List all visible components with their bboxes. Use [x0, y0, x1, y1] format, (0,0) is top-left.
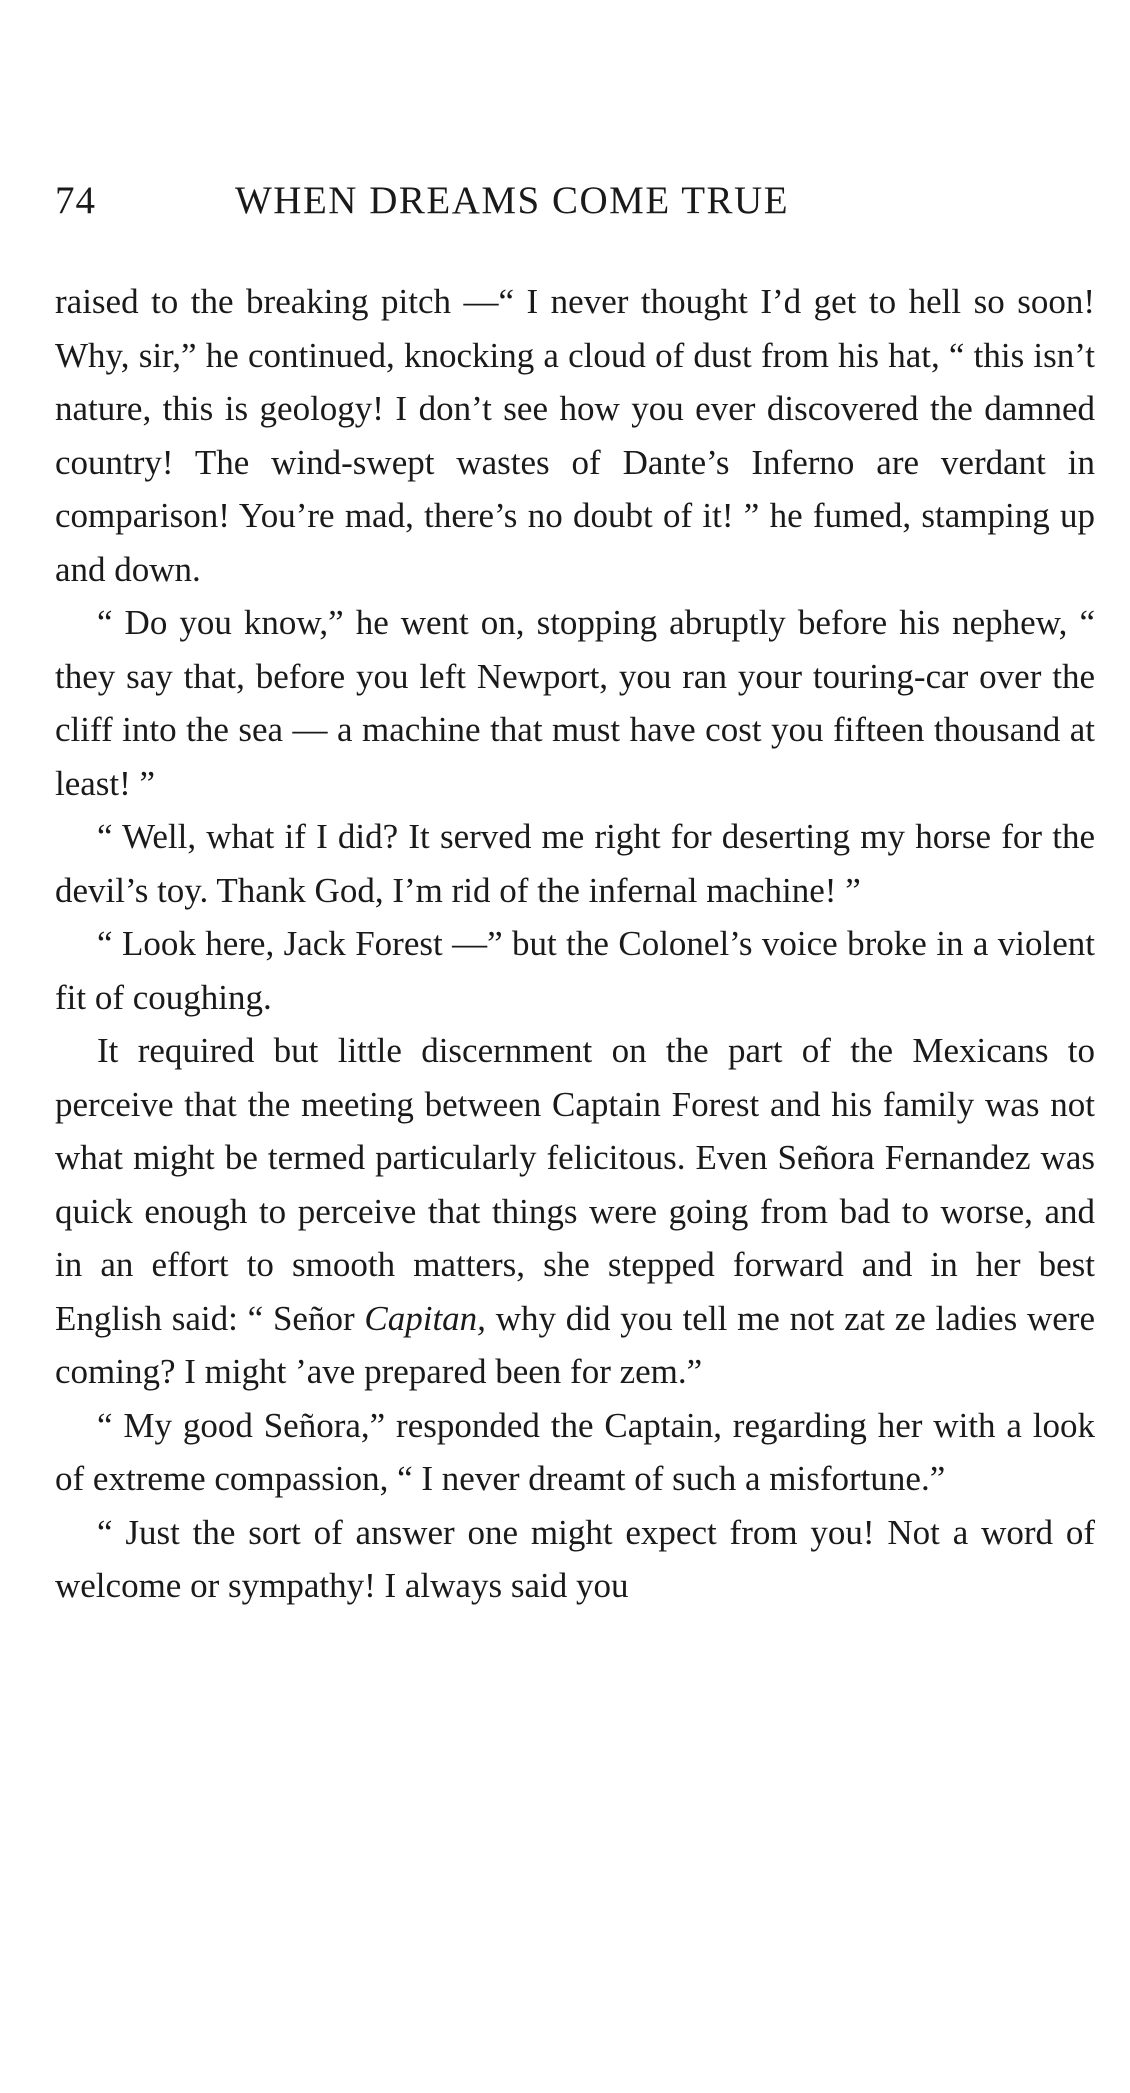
body-text	[55, 275, 1095, 1613]
paragraph: “ Look here, Jack Forest —” but the Colonel’s voice broke in a violent fit of coughing.	[55, 924, 1095, 1017]
italic-word: Capitan,	[364, 1298, 486, 1338]
page-number: 74	[55, 179, 96, 222]
paragraph: raised to the breaking pitch —“ I never thought I’d get to hell so soon! Why, sir,” he continued, knocking a cloud of dust from his hat, “ this isn’t nature, this is geology! I don’t see how you ever discovered the damned country! The wind-swept wastes of Dante’s Inferno are verdant in comparison! You’re mad, there’s no doubt of it! ” he fumed, stamping up and down.	[55, 282, 1095, 589]
paragraph: “ My good Señora,” responded the Captain, regarding her with a look of extreme compassion, “ I never dreamt of such a misfortune.”	[55, 1405, 1095, 1498]
paragraph-text: It required but little discernment on the part of the Mexicans to perceive that the meeting between Captain Forest and his family was not what might be termed particularly felicitous. Even Señora Fernandez was quick enough to perceive that things were going from bad to worse, and in an effort to smooth matters, she stepped forward and in her best English said: “ Señor	[55, 1031, 1095, 1338]
paragraph: “ Well, what if I did? It served me right for deserting my horse for the devil’s toy. Thank God, I’m rid of the infernal machine! ”	[55, 817, 1095, 910]
paragraph: “ Just the sort of answer one might expect from you! Not a word of welcome or sympathy! I always said you	[55, 1512, 1095, 1605]
paragraph-text: why did you tell me not zat ze ladies were coming? I might ’ave prepared been for zem.”	[55, 1298, 1095, 1391]
paragraph	[55, 1024, 1095, 1399]
running-head	[55, 178, 1095, 228]
book-title: WHEN DREAMS COME TRUE	[235, 179, 790, 222]
paragraph: “ Do you know,” he went on, stopping abruptly before his nephew, “ they say that, before you left Newport, you ran your touring-car over the cliff into the sea — a machine that must have cost you fifteen thousand at least! ”	[55, 603, 1095, 803]
